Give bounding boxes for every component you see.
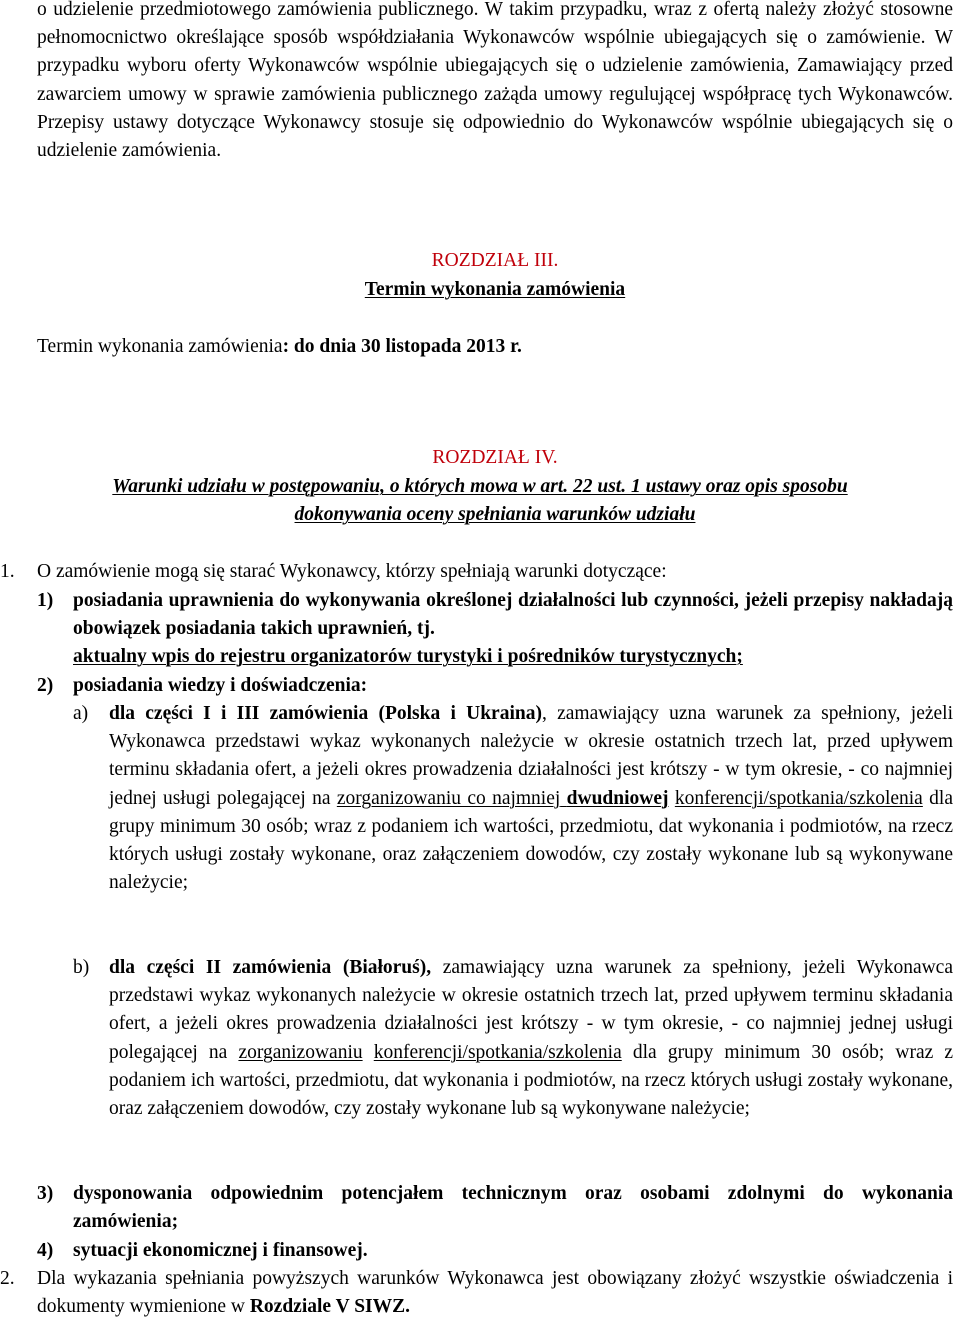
sub4-text: sytuacji ekonomicznej i finansowej. — [73, 1240, 368, 1261]
sub1-number: 1) — [37, 590, 54, 611]
deadline-value: : do dnia 30 listopada 2013 r. — [282, 336, 522, 357]
chapter4-title-line2: dokonywania oceny spełniania warunków udziału — [294, 504, 696, 525]
sub2a-letter: a) — [73, 703, 89, 724]
chapter4-title-line1: Warunki udziału w postępowaniu, o których mowa w art. 22 ust. 1 ustawy oraz opis sposobu — [112, 476, 848, 497]
sub4-number: 4) — [37, 1240, 54, 1261]
sub1-text: posiadania uprawnienia do wykonywania określonej działalności lub czynności, jeżeli przepisy nakładają obowiązek posiadania takich uprawnień, tj. — [73, 590, 953, 640]
deadline-label: Termin wykonania zamówienia — [37, 336, 283, 357]
sub2-text: posiadania wiedzy i doświadczenia: — [73, 675, 368, 696]
sub2b-text: dla części II zamówienia (Białoruś), zamawiający uzna warunek za spełniony, jeżeli Wykonawca przedstawi wykaz wykonanych należycie w okresie ostatnich trzech lat, przed upływem terminu składania ofert, a jeżeli okres prowadzenia działalności jest krótszy - w tym okresie, - co najmniej jednej usługi polegającej na zorganizowaniu konferencji/spotkania/szkolenia dla grupy minimum 30 osób; wraz z podaniem ich wartości, przedmiotu, dat wykonania i podmiotów, na rzecz których usługi zostały wykonane, oraz załączeniem dowodów, czy zostały wykonane lub są wykonywane należycie; — [109, 957, 954, 1120]
item1-text: O zamówienie mogą się starać Wykonawcy, którzy spełniają warunki dotyczące: — [37, 561, 667, 582]
item1-number: 1. — [0, 561, 15, 582]
sub2a-text: dla części I i III zamówienia (Polska i Ukraina), zamawiający uzna warunek za spełniony, jeżeli Wykonawca przedstawi wykaz wykonanych należycie w okresie ostatnich trzech lat, przed upływem terminu składania ofert, a jeżeli okres prowadzenia działalności jest krótszy - w tym okresie, - co najmniej jednej usługi polegającej na zorganizowaniu co najmniej dwudniowej konferencji/spotkania/szkolenia dla grupy minimum 30 osób; wraz z podaniem ich wartości, przedmiotu, dat wykonania i podmiotów, na rzecz których usługi zostały wykonane, oraz załączeniem dowodów, czy zostały wykonane lub są wykonywane należycie; — [109, 703, 954, 894]
sub1-underlined: aktualny wpis do rejestru organizatorów turystyki i pośredników turystycznych; — [73, 646, 743, 667]
intro-paragraph — [37, 0, 953, 165]
item2-number: 2. — [0, 1268, 15, 1289]
sub3-number: 3) — [37, 1183, 54, 1204]
item2-text: Dla wykazania spełniania powyższych warunków Wykonawca jest obowiązany złożyć wszystkie oświadczenia i dokumenty wymienione w Rozdziale V SIWZ. — [37, 1268, 953, 1318]
chapter3-title: Termin wykonania zamówienia — [364, 279, 626, 300]
chapter4-heading: ROZDZIAŁ IV. — [432, 447, 558, 468]
sub2-number: 2) — [37, 675, 54, 696]
intro-text: o udzielenie przedmiotowego zamówienia publicznego. W takim przypadku, wraz z ofertą należy złożyć stosowne pełnomocnictwo określające sposób współdziałania Wykonawców wspólnie ubiegających się o zamówienie. W przypadku wyboru oferty Wykonawców wspólnie ubiegających się o udzielenie zamówienia, Zamawiający przed zawarciem umowy w sprawie zamówienia publicznego zażąda umowy regulującej współpracę tych Wykonawców. Przepisy ustawy dotyczące Wykonawcy stosuje się odpowiednio do Wykonawców wspólnie ubiegających się o udzielenie zamówienia. — [37, 0, 953, 162]
sub3-text: dysponowania odpowiednim potencjałem technicznym oraz osobami zdolnymi do wykonania zamówienia; — [73, 1183, 953, 1233]
chapter3-deadline — [37, 333, 953, 361]
chapter3-heading: ROZDZIAŁ III. — [431, 250, 559, 271]
sub2b-letter: b) — [73, 957, 90, 978]
